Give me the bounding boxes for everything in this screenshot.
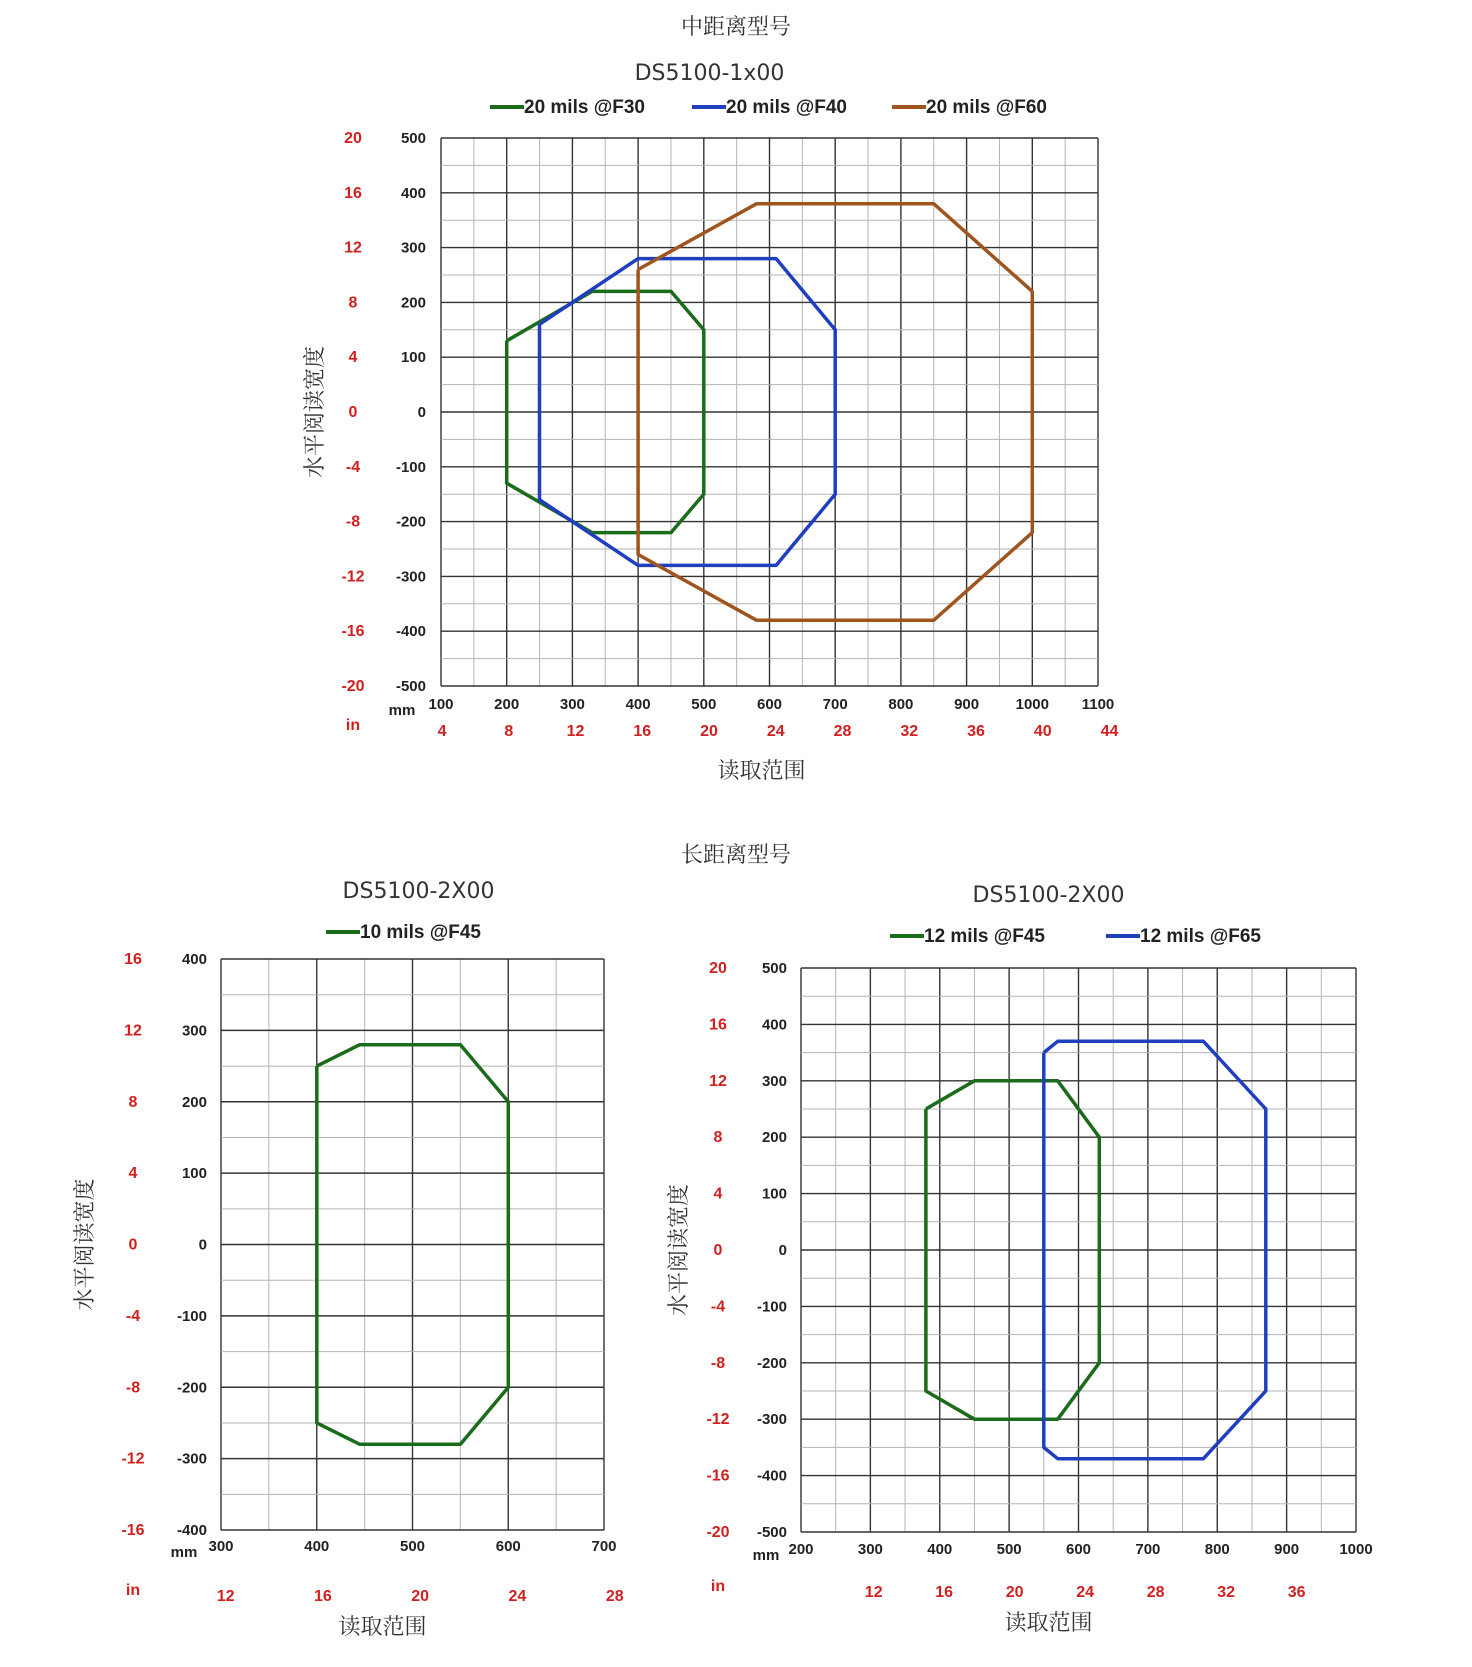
y-tick-mm: 200 xyxy=(761,1129,787,1147)
y-tick-mm: 0 xyxy=(198,1236,207,1254)
x-tick-mm: 400 xyxy=(625,696,651,713)
y-tick-mm: 100 xyxy=(400,349,426,367)
x-unit-mm: mm xyxy=(752,1547,780,1564)
x-unit-mm: mm xyxy=(388,702,416,719)
x-tick-mm: 200 xyxy=(494,696,520,713)
y-tick-in: -4 xyxy=(125,1307,141,1325)
legend xyxy=(890,926,1261,947)
y-tick-in: 8 xyxy=(128,1093,138,1111)
y-tick-in: 12 xyxy=(124,1022,142,1040)
x-tick-mm: 100 xyxy=(428,696,454,713)
y-tick-mm: -400 xyxy=(395,623,426,641)
y-tick-in: -20 xyxy=(706,1524,730,1541)
long-range-section-title: 长距离型号 xyxy=(680,843,792,868)
x-tick-mm: 900 xyxy=(1274,1541,1300,1558)
x-tick-mm: 400 xyxy=(304,1538,330,1555)
legend-label: 12 mils @F45 xyxy=(924,926,1045,947)
grid xyxy=(801,968,1356,1532)
x-tick-in: 40 xyxy=(1033,723,1052,740)
chart-2 xyxy=(73,879,624,1640)
x-tick-in: 28 xyxy=(605,1588,624,1605)
y-tick-in: 20 xyxy=(344,130,362,147)
y-tick-mm: 500 xyxy=(761,960,787,977)
x-tick-in: 44 xyxy=(1100,723,1119,740)
y-tick-mm: 100 xyxy=(181,1165,207,1183)
y-tick-in: 12 xyxy=(344,239,362,257)
x-tick-mm: 600 xyxy=(756,696,783,713)
y-tick-mm: -300 xyxy=(395,568,426,586)
y-tick-in: -8 xyxy=(345,513,361,531)
y-tick-mm: -300 xyxy=(756,1411,787,1429)
x-tick-in: 12 xyxy=(216,1588,235,1605)
x-tick-mm: 600 xyxy=(495,1538,521,1555)
x-axis-title: 读取范围 xyxy=(338,1615,427,1640)
y-tick-in: 0 xyxy=(348,404,358,421)
x-tick-mm: 500 xyxy=(996,1541,1022,1558)
y-tick-in: 8 xyxy=(348,294,358,312)
y-tick-mm: 300 xyxy=(761,1072,787,1090)
y-tick-mm: -400 xyxy=(176,1522,207,1539)
y-tick-in: -12 xyxy=(121,1450,145,1468)
legend-label: 20 mils @F40 xyxy=(726,97,847,118)
chart-title: DS5100-1x00 xyxy=(634,61,785,86)
y-tick-in: 4 xyxy=(713,1185,723,1203)
x-axis-title: 读取范围 xyxy=(1004,1611,1093,1636)
y-tick-in: 16 xyxy=(124,951,142,968)
x-tick-mm: 700 xyxy=(822,696,848,713)
x-tick-in: 20 xyxy=(411,1588,430,1605)
y-tick-mm: 400 xyxy=(400,184,426,202)
x-tick-in: 4 xyxy=(437,723,447,740)
y-tick-in: 0 xyxy=(128,1236,138,1254)
y-tick-mm: -300 xyxy=(176,1450,207,1468)
y-tick-mm: -100 xyxy=(756,1298,787,1316)
chart-3 xyxy=(667,883,1373,1636)
y-tick-mm: 0 xyxy=(778,1242,787,1259)
x-tick-mm: 300 xyxy=(559,696,585,713)
x-tick-in: 32 xyxy=(1217,1584,1236,1601)
x-tick-in: 28 xyxy=(833,723,852,740)
x-unit-in: in xyxy=(125,1582,141,1599)
y-tick-in: -16 xyxy=(341,623,365,641)
legend-label: 20 mils @F30 xyxy=(524,97,645,118)
y-tick-in: 4 xyxy=(348,349,358,367)
x-tick-mm: 200 xyxy=(788,1541,814,1558)
legend xyxy=(326,922,481,943)
y-tick-mm: 400 xyxy=(181,951,207,968)
y-tick-in: 20 xyxy=(709,960,727,977)
y-tick-mm: 500 xyxy=(400,130,426,147)
x-tick-mm: 1100 xyxy=(1081,696,1115,713)
y-tick-mm: 400 xyxy=(761,1016,787,1034)
x-tick-mm: 900 xyxy=(954,696,980,713)
y-tick-in: 12 xyxy=(709,1072,727,1090)
y-tick-mm: -100 xyxy=(176,1307,207,1325)
y-tick-in: 16 xyxy=(709,1016,727,1034)
x-tick-in: 36 xyxy=(967,723,985,740)
y-tick-in: -4 xyxy=(710,1298,726,1316)
x-tick-in: 32 xyxy=(900,723,919,740)
y-tick-in: 8 xyxy=(713,1129,723,1147)
y-tick-in: 4 xyxy=(128,1165,138,1183)
x-tick-in: 28 xyxy=(1146,1584,1165,1601)
legend-label: 20 mils @F60 xyxy=(926,97,1047,118)
y-tick-in: -16 xyxy=(121,1522,145,1539)
x-tick-in: 20 xyxy=(1005,1584,1024,1601)
x-tick-in: 8 xyxy=(504,723,514,740)
y-tick-in: -16 xyxy=(706,1467,730,1485)
y-tick-mm: 300 xyxy=(181,1022,207,1040)
x-tick-mm: 800 xyxy=(1204,1541,1230,1558)
x-tick-mm: 700 xyxy=(591,1538,617,1555)
x-tick-in: 16 xyxy=(313,1588,332,1605)
y-axis-title: 水平阅读宽度 xyxy=(667,1183,692,1317)
x-tick-in: 24 xyxy=(508,1588,527,1605)
y-tick-in: -8 xyxy=(710,1354,726,1372)
x-tick-in: 12 xyxy=(864,1584,883,1601)
x-unit-mm: mm xyxy=(170,1544,198,1561)
y-tick-in: -8 xyxy=(125,1379,141,1397)
y-tick-mm: -200 xyxy=(756,1354,787,1372)
legend xyxy=(490,97,1047,118)
y-tick-mm: 200 xyxy=(400,294,426,312)
x-tick-mm: 400 xyxy=(927,1541,953,1558)
x-tick-mm: 300 xyxy=(208,1538,234,1555)
y-tick-mm: 300 xyxy=(400,239,426,257)
chart-title: DS5100-2X00 xyxy=(972,883,1125,908)
legend-label: 12 mils @F65 xyxy=(1140,926,1261,947)
y-tick-in: -4 xyxy=(345,458,361,476)
y-tick-mm: -200 xyxy=(176,1379,207,1397)
y-tick-mm: -100 xyxy=(395,458,426,476)
y-tick-mm: -500 xyxy=(756,1524,787,1541)
x-tick-mm: 500 xyxy=(691,696,717,713)
x-tick-in: 12 xyxy=(566,723,585,740)
x-tick-in: 24 xyxy=(1076,1584,1095,1601)
x-tick-in: 20 xyxy=(700,723,718,740)
y-tick-in: -12 xyxy=(341,568,365,586)
y-axis-title: 水平阅读宽度 xyxy=(303,345,328,479)
x-tick-in: 16 xyxy=(935,1584,954,1601)
y-tick-mm: 200 xyxy=(181,1093,207,1111)
legend-label: 10 mils @F45 xyxy=(360,922,481,943)
chart-title: DS5100-2X00 xyxy=(342,879,495,904)
x-axis-title: 读取范围 xyxy=(717,759,806,784)
x-tick-mm: 600 xyxy=(1065,1541,1092,1558)
y-tick-in: -20 xyxy=(341,678,365,695)
chart-1 xyxy=(303,61,1119,784)
x-tick-mm: 1000 xyxy=(1339,1541,1373,1558)
y-tick-mm: -500 xyxy=(395,678,426,695)
x-tick-mm: 800 xyxy=(888,696,914,713)
x-tick-in: 24 xyxy=(766,723,785,740)
y-tick-mm: -400 xyxy=(756,1467,787,1485)
mid-range-section-title: 中距离型号 xyxy=(680,15,792,40)
x-tick-mm: 1000 xyxy=(1015,696,1049,713)
y-tick-mm: -200 xyxy=(395,513,426,531)
y-axis-title: 水平阅读宽度 xyxy=(73,1178,98,1311)
y-tick-in: 0 xyxy=(713,1242,723,1259)
y-tick-mm: 0 xyxy=(417,404,426,421)
y-tick-mm: 100 xyxy=(761,1185,787,1203)
y-tick-in: -12 xyxy=(706,1411,730,1429)
x-unit-in: in xyxy=(345,717,361,734)
x-tick-in: 36 xyxy=(1287,1584,1306,1601)
x-tick-mm: 700 xyxy=(1135,1541,1161,1558)
x-unit-in: in xyxy=(710,1578,726,1595)
x-tick-mm: 300 xyxy=(857,1541,883,1558)
x-tick-mm: 500 xyxy=(399,1538,426,1555)
x-tick-in: 16 xyxy=(633,723,652,740)
y-tick-in: 16 xyxy=(344,184,362,202)
